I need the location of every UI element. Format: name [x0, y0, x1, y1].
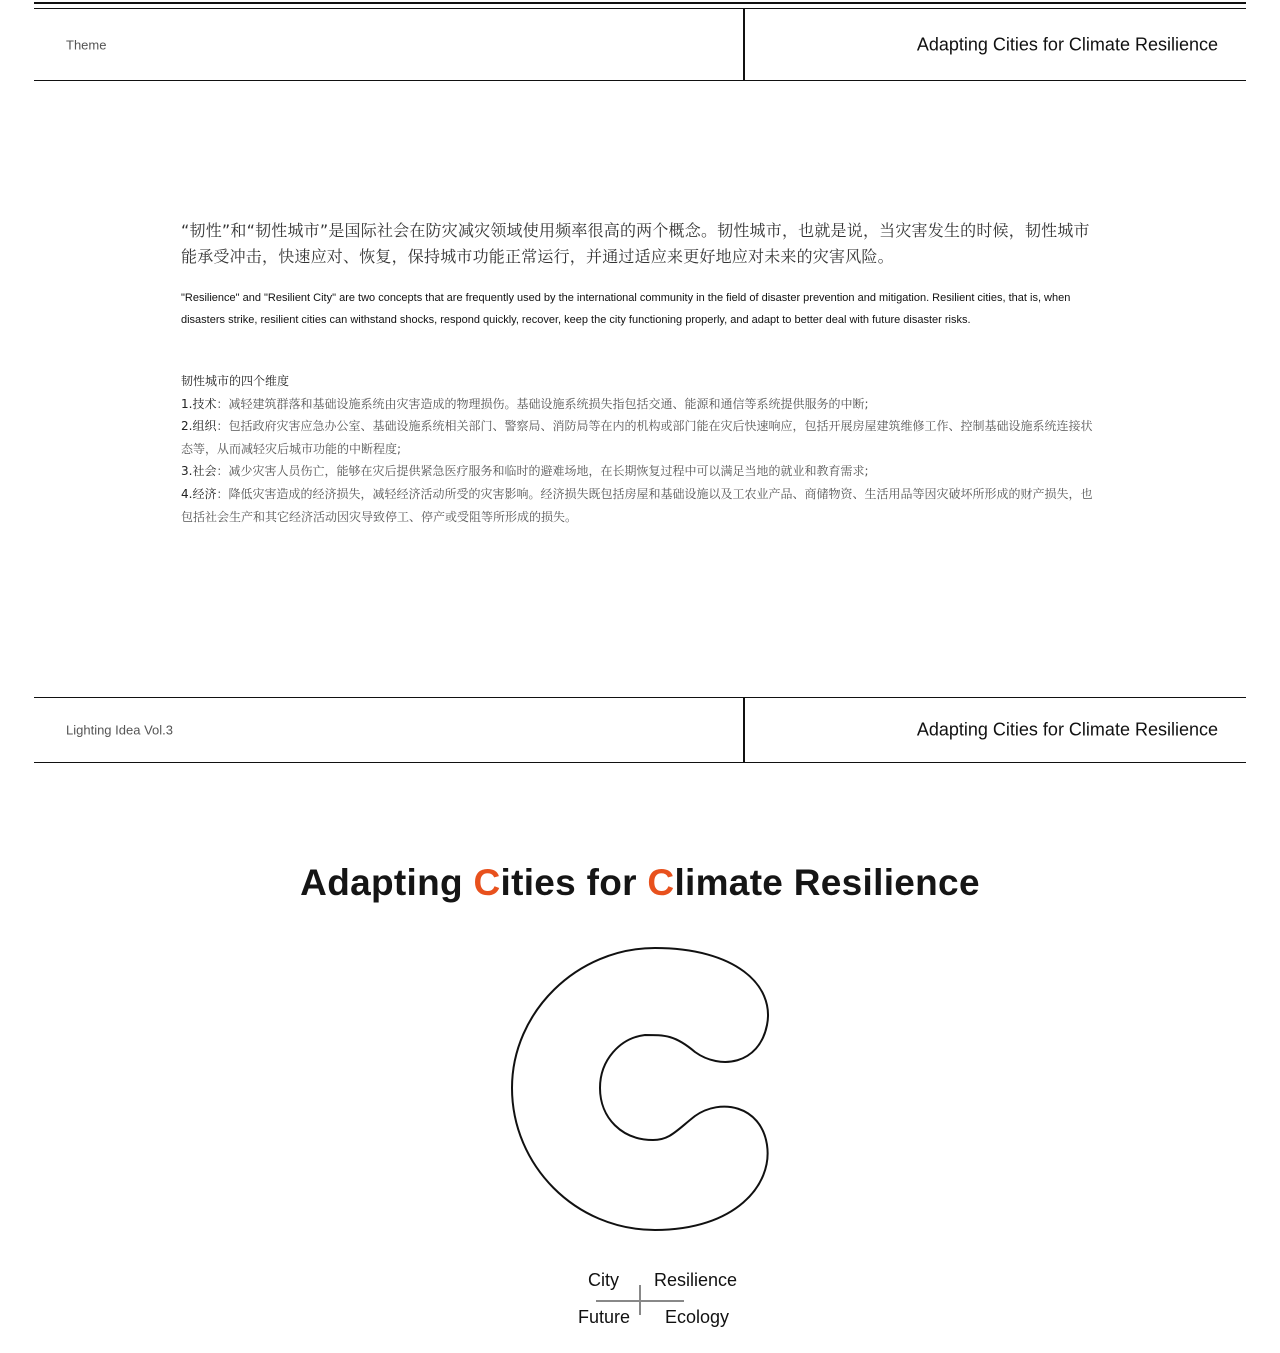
- dimension-item: [181, 460, 1096, 483]
- hero-title: [0, 862, 1280, 904]
- dimension-number: 4.: [181, 486, 193, 501]
- keyword-future: Future: [578, 1307, 631, 1327]
- volume-label: Lighting Idea Vol.3: [66, 722, 173, 738]
- keyword-quadrant: [560, 1262, 740, 1342]
- header-title: Adapting Cities for Climate Resilience: [916, 719, 1218, 740]
- top-rule-thin: [34, 2, 1246, 4]
- dimension-name: 经济: [192, 486, 217, 501]
- header-divider: [743, 9, 745, 80]
- dimensions-title: 韧性城市的四个维度: [181, 374, 290, 388]
- keyword-resilience: Resilience: [654, 1270, 738, 1290]
- intro-chinese-paragraph: “韧性”和“韧性城市”是国际社会在防灾减灾领域使用频率很高的两个概念。韧性城市，也就是说，当灾害发生的时候，韧性城市能承受冲击，快速应对、恢复，保持城市功能正常运行，并通过适应来更好地应对未来的灾害风险。: [181, 221, 1090, 266]
- hero-title-accent-c: C: [473, 862, 501, 903]
- dimension-name: 社会: [192, 464, 217, 479]
- hero-title-part: limate Resilience: [674, 862, 980, 903]
- header-bar-top: [34, 8, 1246, 81]
- intro-english-paragraph: "Resilience" and "Resilient City" are two concepts that are frequently used by the international community in the field of disaster prevention and mitigation. Resilient cities, that is, when disasters strike, resilient cities can withstand shocks, respond quickly, recover, keep the city functioning properly, and adapt to better deal with future disaster risks.: [181, 292, 1071, 326]
- dimension-item: [181, 483, 1096, 528]
- dimension-number: 3.: [181, 464, 193, 479]
- section-label: Theme: [66, 37, 107, 52]
- hero-title-part: ities for: [500, 862, 648, 903]
- dimension-item: [181, 415, 1096, 460]
- c-outline-icon: [505, 940, 775, 1236]
- dimension-item: [181, 393, 1096, 416]
- keyword-city: City: [588, 1270, 619, 1290]
- dimension-text: ：减轻建筑群落和基础设施系统由灾害造成的物理损伤。基础设施系统损失指包括交通、能源和通信等系统提供服务的中断;: [216, 396, 869, 411]
- hero-title-part: Adapting: [300, 862, 474, 903]
- dimension-number: 2.: [181, 419, 193, 434]
- header-title: Adapting Cities for Climate Resilience: [916, 34, 1218, 54]
- keyword-ecology: Ecology: [665, 1307, 730, 1327]
- hero-title-accent-c: C: [647, 862, 675, 903]
- dimension-text: ：降低灾害造成的经济损失，减轻经济活动所受的灾害影响。经济损失既包括房屋和基础设施以及工农业产品、商储物资、生活用品等因灾破坏所形成的财产损失，也包括社会生产和其它经济活动因灾导致停工、停产或受阻等所形成的损失。: [181, 486, 1093, 524]
- dimension-text: ：减少灾害人员伤亡，能够在灾后提供紧急医疗服务和临时的避难场地，在长期恢复过程中可以满足当地的就业和教育需求;: [216, 464, 869, 479]
- dimension-name: 技术: [192, 396, 217, 411]
- header-bar-bottom: [34, 697, 1246, 763]
- dimension-name: 组织: [192, 419, 217, 434]
- dimension-number: 1.: [181, 396, 193, 411]
- dimensions-list: [181, 370, 1096, 528]
- header-divider: [743, 698, 745, 762]
- dimension-text: ：包括政府灾害应急办公室、基础设施系统相关部门、警察局、消防局等在内的机构或部门能在灾后快速响应，包括开展房屋建筑维修工作、控制基础设施系统连接状态等，从而减轻灾后城市功能的中断程度;: [181, 419, 1093, 456]
- quadrant-vertical-line: [639, 1285, 641, 1315]
